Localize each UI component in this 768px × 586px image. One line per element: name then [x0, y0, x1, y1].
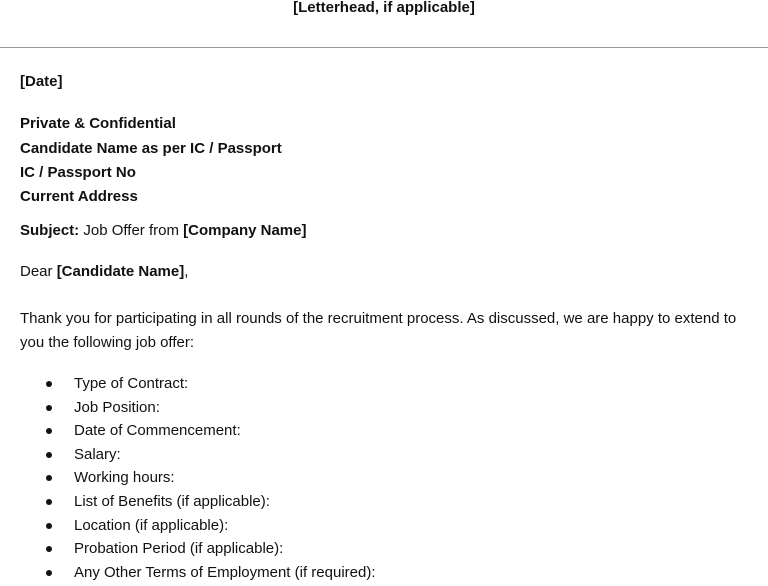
greeting-prefix: Dear [20, 263, 57, 280]
bullet-icon [46, 405, 52, 411]
subject-company: [Company Name] [183, 222, 307, 239]
list-item [0, 563, 376, 586]
bullet-icon [46, 452, 52, 458]
list-item [0, 374, 376, 398]
bullet-icon [46, 523, 52, 529]
list-item-label: Working hours: [74, 469, 175, 487]
bullet-icon [46, 546, 52, 552]
greeting-line [20, 262, 188, 282]
list-item [0, 516, 376, 540]
list-item-label: Type of Contract: [74, 375, 189, 392]
list-item-label: Any Other Terms of Employment (if required): [74, 563, 376, 581]
list-item-label: Salary: [74, 445, 121, 463]
greeting-suffix: , [184, 263, 189, 280]
bullet-icon [46, 499, 52, 505]
bullet-icon [46, 570, 52, 576]
list-item-label: Probation Period (if applicable): [74, 540, 284, 558]
bullet-icon [46, 381, 52, 387]
date-placeholder: [Date] [20, 73, 63, 90]
list-item [0, 398, 376, 422]
letterhead-placeholder: [Letterhead, if applicable] [293, 0, 475, 16]
offer-list [0, 374, 376, 586]
list-item-label: List of Benefits (if applicable): [74, 492, 270, 510]
bullet-icon [46, 475, 52, 481]
list-item [0, 539, 376, 563]
header-divider [0, 47, 768, 48]
subject-line [20, 221, 306, 241]
subject-text: Job Offer from [79, 222, 184, 239]
recipient-confidential: Private & Confidential [20, 115, 176, 132]
recipient-address: Current Address [20, 188, 138, 205]
bullet-icon [46, 428, 52, 434]
list-item-label: Date of Commencement: [74, 422, 241, 440]
recipient-name: Candidate Name as per IC / Passport [20, 140, 282, 157]
greeting-name: [Candidate Name] [56, 263, 185, 280]
list-item-label: Job Position: [74, 398, 160, 416]
list-item [0, 492, 376, 516]
subject-label: Subject: [20, 222, 80, 239]
list-item [0, 445, 376, 469]
recipient-id: IC / Passport No [20, 164, 136, 181]
list-item [0, 468, 376, 492]
list-item-label: Location (if applicable): [74, 516, 229, 534]
intro-paragraph: Thank you for participating in all rounds of the recruitment process. As discussed, we are happy to extend to you the following job offer: [20, 310, 737, 351]
list-item [0, 421, 376, 445]
